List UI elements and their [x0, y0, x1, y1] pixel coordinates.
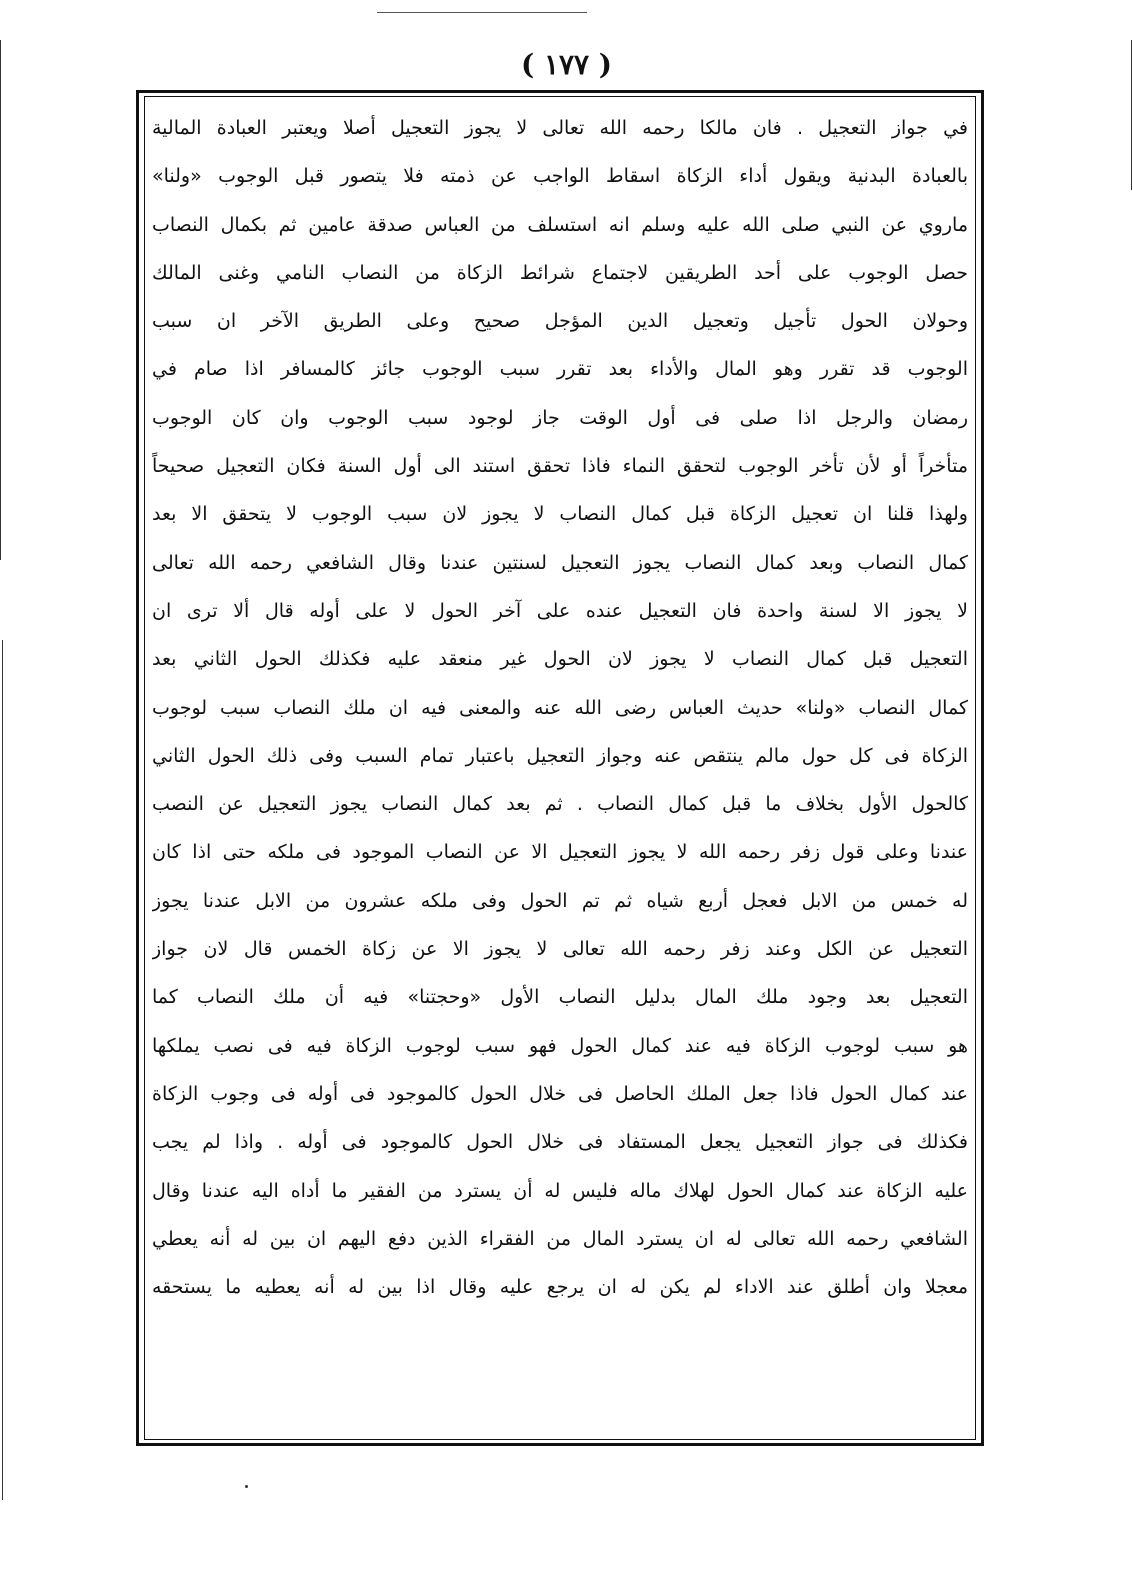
text-line: متأخراً أو لأن تأخر الوجوب لتحقق النماء فاذا تحقق استند الى أول السنة فكان التعجيل صحيحاً: [152, 455, 968, 478]
text-line: وحولان الحول تأجيل وتعجيل الدين المؤجل صحيح وعلى الطريق الآخر ان سبب: [152, 310, 968, 333]
text-line: الوجوب قد تقرر وهو المال والأداء بعد تقرر سبب الوجوب جائز كالمسافر اذا صام في: [152, 358, 968, 381]
scan-dot: [245, 1485, 248, 1488]
body-text: [152, 104, 968, 1408]
text-line: الزكاة فى كل حول مالم ينتقص عنه وجواز التعجيل باعتبار تمام السبب وفى ذلك الحول الثاني: [152, 744, 968, 767]
text-line: التعجيل قبل كمال النصاب لا يجوز لان الحول غير منعقد عليه فكذلك الحول الثاني بعد: [152, 648, 968, 671]
text-line: عند كمال الحول فاذا جعل الملك الحاصل فى خلال الحول كالموجود فى أوله فى وجوب الزكاة: [152, 1082, 968, 1105]
text-line: [152, 1311, 968, 1359]
text-line: التعجيل عن الكل وعند زفر رحمه الله تعالى لا يجوز الا عن زكاة الخمس قال لان جواز: [152, 938, 968, 961]
text-line: رمضان والرجل اذا صلى فى أول الوقت جاز لوجود سبب الوجوب وان كان الوجوب: [152, 406, 968, 429]
scan-edge-mark: [2, 640, 3, 1500]
text-line: معجلا وان أطلق عند الاداء لم يكن له ان يرجع عليه وقال اذا بين له أنه يعطيه ما يستحقه: [152, 1276, 968, 1299]
text-line: حصل الوجوب على أحد الطريقين لاجتماع شرائط الزكاة من النصاب النامي وغنى المالك: [152, 261, 968, 284]
text-line: لا يجوز الا لسنة واحدة فان التعجيل عنده على آخر الحول لا على أوله قال ألا ترى ان: [152, 599, 968, 622]
text-line: هو سبب لوجوب الزكاة فيه عند كمال الحول فهو سبب لوجوب الزكاة فيه فى نصب يملكها: [152, 1034, 968, 1057]
top-rule: [377, 12, 587, 13]
scan-edge-mark: [1131, 40, 1132, 190]
text-line: كمال النصاب وبعد كمال النصاب يجوز التعجيل لسنتين عندنا وقال الشافعي رحمه الله تعالى: [152, 551, 968, 574]
text-line: عندنا وعلى قول زفر رحمه الله لا يجوز التعجيل الا عن النصاب الموجود فى ملكه حتى اذا كان: [152, 841, 968, 864]
text-line: في جواز التعجيل . فان مالكا رحمه الله تعالى لا يجوز التعجيل أصلا ويعتبر العبادة المالية: [152, 117, 968, 139]
page-number: ( ١٧٧ ): [520, 48, 613, 81]
text-line: له خمس من الابل فعجل أربع شياه ثم تم الحول وفى ملكه عشرون من الابل عندنا يجوز: [152, 889, 968, 912]
scan-edge-mark: [0, 40, 1, 560]
text-line: عليه الزكاة عند كمال الحول لهلاك ماله فليس له أن يسترد من الفقير ما أداه اليه عندنا وقال: [152, 1179, 968, 1202]
text-line: الشافعي رحمه الله تعالى له ان يسترد المال من الفقراء الذين دفع اليهم ان بين له أنه يعطي: [152, 1227, 968, 1250]
text-line: بالعبادة البدنية ويقول أداء الزكاة اسقاط الواجب عن ذمته فلا يتصور قبل الوجوب «ولنا»: [152, 165, 968, 188]
text-line: [152, 1360, 968, 1408]
text-line: فكذلك فى جواز التعجيل يجعل المستفاد فى خلال الحول كالموجود فى أوله . واذا لم يجب: [152, 1131, 968, 1154]
text-line: ولهذا قلنا ان تعجيل الزكاة قبل كمال النصاب لا يجوز لان سبب الوجوب لا يتحقق الا بعد: [152, 503, 968, 526]
text-line: كالحول الأول بخلاف ما قبل كمال النصاب . ثم بعد كمال النصاب يجوز التعجيل عن النصب: [152, 793, 968, 816]
text-line: التعجيل بعد وجود ملك المال بدليل النصاب الأول «وحجتنا» فيه أن ملك النصاب كما: [152, 986, 968, 1009]
text-line: كمال النصاب «ولنا» حديث العباس رضى الله عنه والمعنى فيه ان ملك النصاب سبب لوجوب: [152, 696, 968, 719]
text-line: ماروي عن النبي صلى الله عليه وسلم انه استسلف من العباس صدقة عامين ثم بكمال النصاب: [152, 213, 968, 236]
